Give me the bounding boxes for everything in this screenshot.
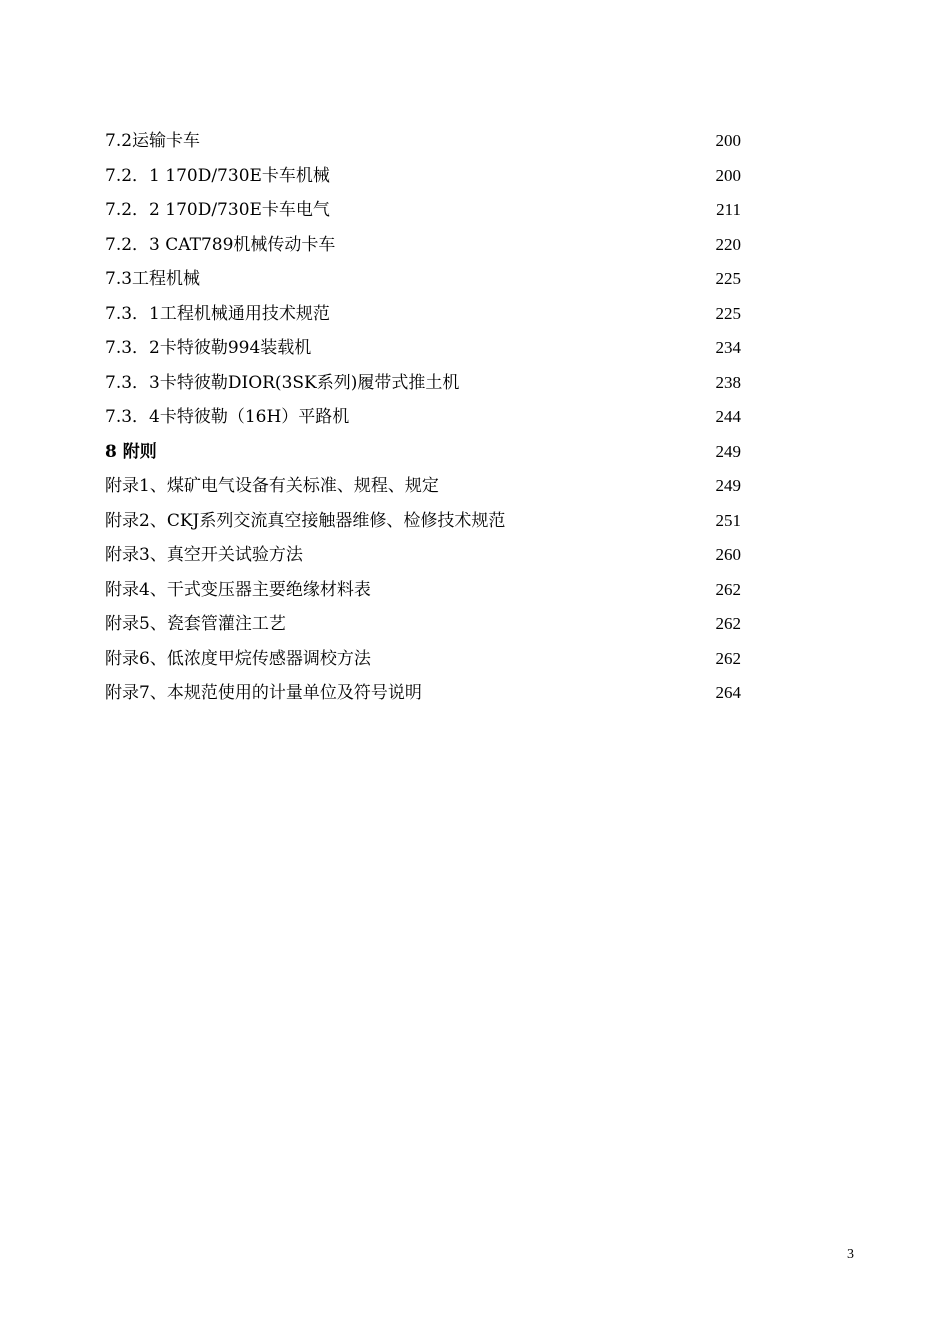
toc-entry-page: 234 (715, 338, 741, 357)
toc-entry-title: 7.3．4卡特彼勒（16H）平路机 (105, 407, 350, 427)
table-of-contents (105, 124, 741, 711)
toc-entry[interactable] (105, 297, 741, 332)
toc-entry-title: 7.2．3 CAT789机械传动卡车 (105, 234, 336, 255)
toc-entry[interactable] (105, 124, 741, 159)
toc-entry-title: 7.2．2 170D/730E卡车电气 (105, 200, 330, 220)
toc-entry-chapter[interactable] (105, 435, 741, 470)
toc-entry[interactable] (105, 538, 741, 573)
toc-entry[interactable] (105, 400, 741, 435)
toc-entry-page: 220 (715, 234, 741, 254)
toc-entry-page: 264 (715, 683, 741, 702)
toc-entry-page: 200 (715, 165, 741, 185)
toc-entry[interactable] (105, 193, 741, 228)
toc-entry-title: 附录1、煤矿电气设备有关标准、规程、规定 (105, 476, 439, 496)
toc-entry[interactable] (105, 159, 741, 194)
toc-entry-page: 211 (716, 200, 741, 219)
toc-entry[interactable] (105, 642, 741, 677)
toc-entry-page: 251 (715, 510, 741, 530)
toc-entry-title: 附录3、真空开关试验方法 (105, 545, 303, 565)
toc-entry-page: 244 (715, 407, 741, 426)
toc-entry[interactable] (105, 366, 741, 401)
toc-entry-title: 附录4、干式变压器主要绝缘材料表 (105, 579, 371, 600)
toc-entry-title: 7.2运输卡车 (105, 131, 201, 151)
toc-entry-title: 7.3．1工程机械通用技术规范 (105, 303, 330, 324)
toc-entry[interactable] (105, 469, 741, 504)
page-number: 3 (847, 1247, 854, 1262)
toc-entry[interactable] (105, 262, 741, 297)
toc-entry-title: 附录7、本规范使用的计量单位及符号说明 (105, 683, 422, 703)
toc-entry-page: 200 (715, 131, 741, 150)
toc-entry-title: 附录6、低浓度甲烷传感器调校方法 (105, 648, 371, 669)
toc-entry-page: 249 (715, 476, 741, 495)
toc-entry[interactable] (105, 331, 741, 366)
toc-entry-page: 260 (715, 545, 741, 564)
toc-entry[interactable] (105, 676, 741, 711)
toc-entry-title: 7.2．1 170D/730E卡车机械 (105, 165, 330, 186)
toc-entry[interactable] (105, 607, 741, 642)
toc-entry[interactable] (105, 573, 741, 608)
toc-entry-title: 7.3．3卡特彼勒DIOR(3SK系列)履带式推土机 (105, 372, 460, 393)
toc-entry-page: 262 (715, 648, 741, 668)
toc-entry[interactable] (105, 228, 741, 263)
toc-entry-title: 附录2、CKJ系列交流真空接触器维修、检修技术规范 (105, 510, 506, 531)
toc-entry-page: 262 (715, 614, 741, 633)
toc-entry-title: 7.3工程机械 (105, 269, 201, 289)
toc-entry-page: 238 (715, 372, 741, 392)
toc-entry-page: 262 (715, 579, 741, 599)
toc-entry-page: 225 (715, 303, 741, 323)
toc-entry-page: 249 (715, 441, 741, 461)
toc-entry[interactable] (105, 504, 741, 539)
toc-entry-title: 8 附则 (105, 441, 157, 462)
toc-entry-title: 附录5、瓷套管灌注工艺 (105, 614, 286, 634)
toc-entry-page: 225 (715, 269, 741, 288)
toc-entry-title: 7.3．2卡特彼勒994装载机 (105, 338, 312, 358)
